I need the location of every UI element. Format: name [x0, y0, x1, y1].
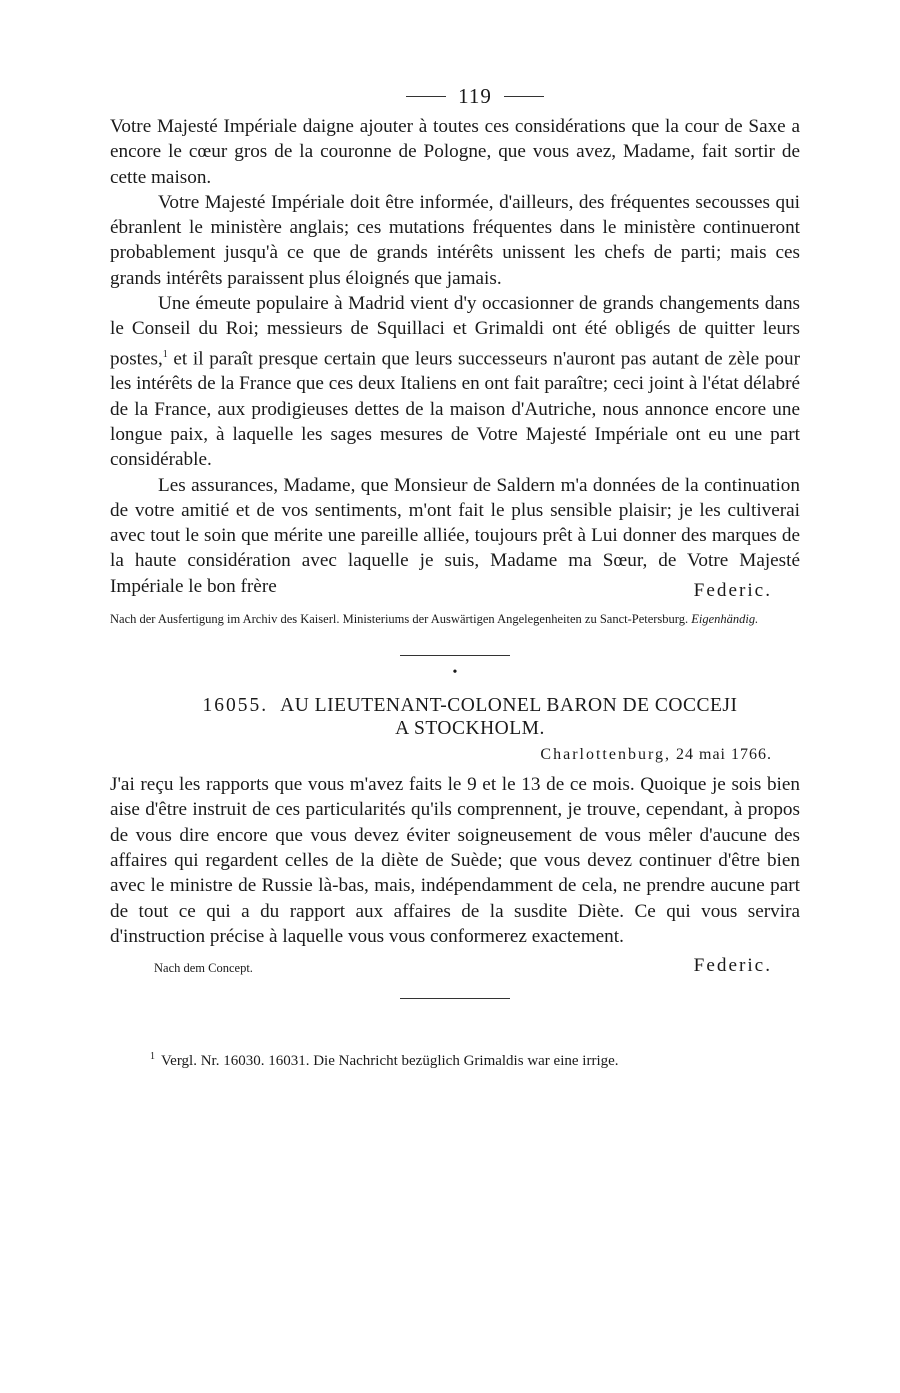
footnote-mark: 1: [150, 1051, 155, 1063]
letter-2: [110, 694, 800, 978]
header-dash-left: [406, 96, 446, 97]
letter1-paragraph-3-end: et il paraît presque certain que leurs successeurs n'auront pas autant de zèle pour les intérêts de la France que ces deux Italiens en ont fait paraître; ceci joint à l'état délabré de la France, aux prodigieuses dettes de la maison d'Autriche, nous annonce encore une longue paix, à laquelle les sages mesures de Votre Majesté Impériale ont eu une part considérable.: [110, 348, 800, 471]
concept-note: Nach dem Concept.: [154, 961, 253, 976]
date-place: Charlottenburg,: [540, 746, 671, 764]
letter-1: [110, 114, 800, 628]
letter1-paragraph-1: Votre Majesté Impériale daigne ajouter à toutes ces considérations que la cour de Saxe a encore le cœur gros de la couronne de Pologne, que vous avez, Madame, fait sortir de cette maison.: [110, 116, 800, 188]
page-header: [150, 78, 800, 114]
letter2-signature: Federic.: [693, 955, 772, 977]
footnote-text: Vergl. Nr. 16030. 16031. Die Nachricht bezüglich Grimaldis war eine irrige.: [161, 1053, 619, 1070]
letter2-heading-line-2: A STOCKHOLM.: [395, 718, 545, 740]
letter2-body: J'ai reçu les rapports que vous m'avez faits le 9 et le 13 de ce mois. Quoique je sois bien aise d'être instruit de ces particularités qu'ils comprennent, je trouve, cependant, à propos de vous dire encore que vous devez éviter soigneusement de vous mêler d'aucune des affaires qui regardent celles de la diète de Suède; que vous devez continuer d'être bien avec le ministre de Russie là-bas, mais, indépendamment de cela, ne prendre aucune part de tout ce qui a du rapport aux affaires de la susdite Diète. Ce qui vous servira d'instruction précise à laquelle vous vous conformerez exactement.: [110, 774, 800, 947]
date: 24 mai 1766.: [676, 746, 772, 764]
letter1-signature: Federic.: [693, 579, 772, 601]
letter1-closing-line: [110, 574, 800, 603]
letter2-heading: [140, 694, 800, 740]
footnote: [150, 1047, 800, 1071]
divider-dot: •: [452, 665, 458, 681]
letter1-paragraph-2: Votre Majesté Impériale doit être informée, d'ailleurs, des fréquentes secousses qui ébranlent le ministère anglais; ces mutations fréquentes dans le ministère continueront probablement jusqu'à ce que de grands intérêts unissent les chefs de parti; mais ces grands intérêts paraissent plus éloignés que jamais.: [110, 191, 800, 289]
footnote-reference: 1: [162, 348, 168, 360]
source-note-italic: Eigenhändig.: [691, 612, 759, 627]
letter-number: 16055.: [202, 695, 269, 717]
letter1-source-note: [110, 611, 800, 628]
source-note-text: Nach der Ausfertigung im Archiv des Kaiserl. Ministeriums der Auswärtigen Angelegenheiten zu Sanct-Petersburg.: [110, 612, 689, 627]
letter2-dateline: [110, 746, 772, 764]
letter2-addressee: AU LIEUTENANT-COLONEL BARON DE COCCEJI: [280, 695, 738, 717]
letter2-heading-line-1: [140, 694, 800, 717]
header-dash-right: [504, 96, 544, 97]
document-page: [110, 78, 800, 1071]
page-number: 119: [458, 83, 492, 108]
letter2-closing-line: [110, 949, 800, 978]
letter1-paragraph-4: Les assurances, Madame, que Monsieur de Saldern m'a données de la continuation de votre amitié et de vos sentiments, m'ont fait le plus sensible plaisir; je les cultiverai avec tout le soin que mérite une pareille alliée, toujours prêt à Lui donner des marques de la haute considération avec laquelle je suis, Madame ma Sœur, de Votre Majesté: [110, 474, 800, 572]
letter1-paragraph-3: [110, 291, 800, 472]
letter1-paragraph-3-start: Une émeute populaire à Madrid vient d'y occasionner de grands changements dans le Conseil du Roi; messieurs de Squillaci et Grimaldi ont été obligés de quitter leurs postes,: [110, 293, 800, 370]
letter1-closing: Impériale le bon frère: [110, 575, 277, 597]
